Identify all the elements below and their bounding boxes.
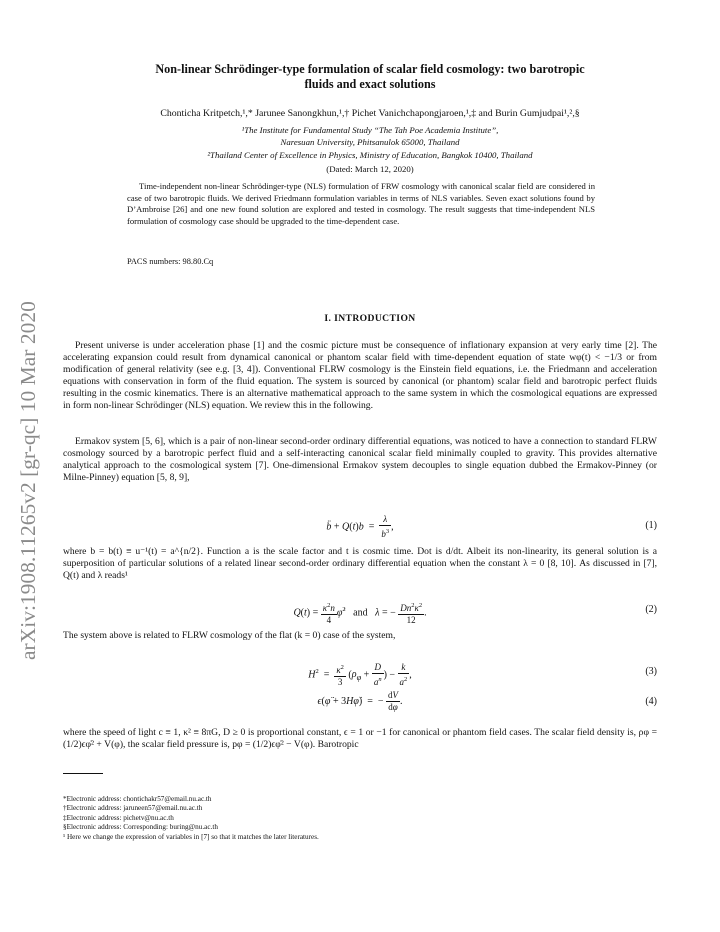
equation-3-number: (3) <box>645 666 657 677</box>
equation-4 <box>63 690 657 714</box>
equation-2-number: (2) <box>645 604 657 615</box>
equation-4-number: (4) <box>645 696 657 707</box>
footnote-2: †Electronic address: jaruneen57@email.nu.ac.th <box>63 804 203 813</box>
footnote-divider <box>63 773 103 774</box>
equation-1-number: (1) <box>645 520 657 531</box>
affiliation-2: ²Thailand Center of Excellence in Physics, Ministry of Education, Bangkok 10400, Thailand <box>207 150 533 160</box>
equation-1-body: b̈ + Q(t)b = $\frac{\lambda}{b^3}$ , <box>326 514 394 539</box>
footnote-5: ¹ Here we change the expression of variables in [7] so that it matches the later literatures. <box>63 832 319 841</box>
equation-3-body: $H^2$ = $\frac{\kappa^2}{3}$ ($\rho_\varphi$ + $\frac{D}{a^n}$ ) − $\frac{k}{a^2}$ , <box>308 662 412 688</box>
footnote-1: *Electronic address: chontichakr57@email.nu.ac.th <box>63 795 212 803</box>
paper-title <box>70 62 670 92</box>
affiliation-1-line-2: Naresuan University, Phitsanulok 65000, Thailand <box>280 137 460 147</box>
paragraph-4: The system above is related to FLRW cosmology of the flat (k = 0) case of the system, <box>63 630 396 641</box>
equation-2-body: Q(t) = $\frac{\kappa^2n}{4}$ φ̇$^2$ and λ = − $\frac{Dn^2\kappa^2}{12}$ . <box>293 602 427 626</box>
footnotes <box>63 795 663 842</box>
paragraph-1: Present universe is under acceleration phase [1] and the cosmic picture must be consequence of inflationary expansion at very early time [2]. The accelerating expansion could result from dynamical canonical or phantom scalar field with time-dependent equation of state wφ(t) < −1/3 or from modification of general relativity (see e.g. [3, 4]). Conventional FLRW cosmology is the Einstein field equations, i.e. the Friedmann and acceleration equations with conservation in form of the fluid equation. The system is sourced by canonical (or phantom) scalar field and barotropic perfect fluids resulting in the cosmic kinematics. There is an alternative mathematical approach to the same system in which the cosmological equations are expressed in form non-linear Schrödinger (NLS) equation. We review this in the following. <box>63 340 657 411</box>
pacs-numbers: PACS numbers: 98.80.Cq <box>127 257 214 266</box>
equation-2 <box>63 598 657 626</box>
equation-3 <box>63 660 657 688</box>
equation-4-body: ϵ(φ̈ + 3Hφ̇) = − $\frac{dV}{d\varphi}$ . <box>317 690 403 713</box>
abstract: Time-independent non-linear Schrödinger-type (NLS) formulation of FRW cosmology with canonical scalar field are considered in case of two barotropic fluids. We derived Friedmann formulation variables in terms of NLS variables. Seven exact solutions found by D’Ambroise [26] and one new found solution are explored and tested in cosmology. The result suggests that time-independent NLS formulation of cosmology case should be upgraded to the time-dependent case. <box>127 181 595 226</box>
footnote-4: §Electronic address: Corresponding: buring@nu.ac.th <box>63 823 218 832</box>
arxiv-identifier-stamp: arXiv:1908.11265v2 [gr-qc] 10 Mar 2020 <box>16 301 40 660</box>
paragraph-5: where the speed of light c ≡ 1, κ² ≡ 8πG, D ≥ 0 is proportional constant, ϵ = 1 or −1 for canonical or phantom field cases. The scalar field density is, ρφ = (1/2)ϵφ̇² + V(φ), the scalar field pressure is, pφ = (1/2)ϵφ̇² − V(φ). Barotropic <box>63 727 657 750</box>
title-line-2: fluids and exact solutions <box>304 77 436 91</box>
footnote-3: ‡Electronic address: pichetv@nu.ac.th <box>63 813 174 822</box>
date-line: (Dated: March 12, 2020) <box>326 164 414 174</box>
author-list: Chonticha Kritpetch,¹,* Jarunee Sanongkhun,¹,† Pichet Vanichchapongjaroen,¹,‡ and Burin Gumjudpai¹,²,§ <box>160 108 580 119</box>
affiliation-1-line-1: ¹The Institute for Fundamental Study “The Tah Poe Academia Institute”, <box>241 125 499 135</box>
paragraph-2: Ermakov system [5, 6], which is a pair of non-linear second-order ordinary differential equations, was noticed to have a connection to standard FLRW cosmology sourced by a barotropic perfect fluid and a self-interacting canonical scalar field minimally coupled to gravity. This provides alternative analytical approach to the cosmological system [7]. One-dimensional Ermakov system decouples to single equation dubbed the Ermakov-Pinney (or Milne-Pinney) equation [5, 8, 9], <box>63 436 657 483</box>
section-heading-introduction: I. INTRODUCTION <box>324 313 416 324</box>
paragraph-3: where b = b(t) ≡ u⁻¹(t) = a^{n/2}. Function a is the scale factor and t is cosmic time. Dot is d/dt. Albeit its non-linearity, its general solution is a superposition of particular solutions of a related linear second-order ordinary differential equation when the constant λ = 0 [8, 10]. As discussed in [7], Q(t) and λ reads¹ <box>63 546 657 581</box>
equation-1 <box>63 514 657 538</box>
title-line-1: Non-linear Schrödinger-type formulation of scalar field cosmology: two barotropic <box>155 62 585 76</box>
